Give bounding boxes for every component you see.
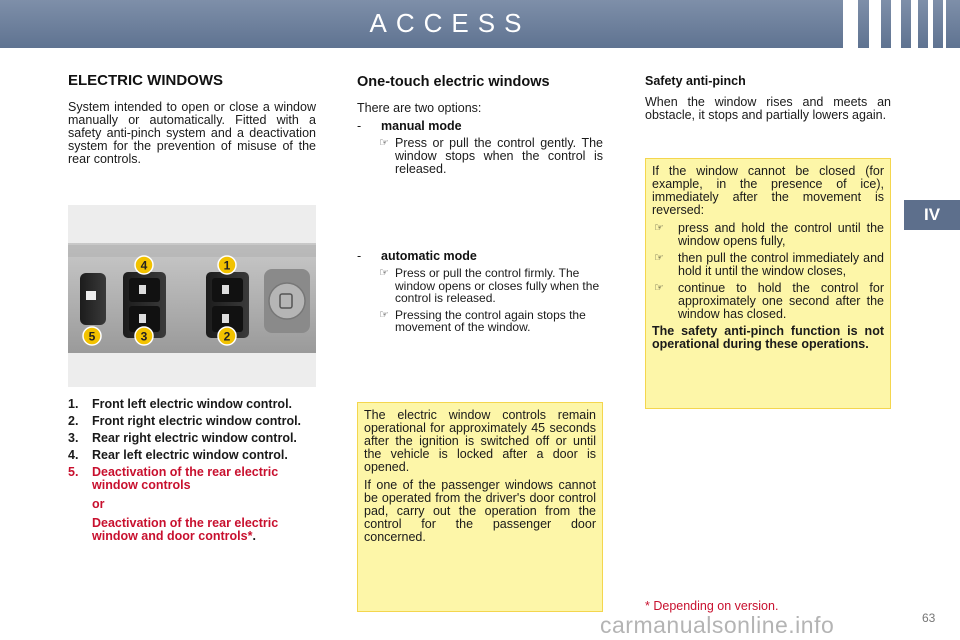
window-symbol-icon: [139, 314, 146, 323]
window-symbol-icon: [139, 285, 146, 294]
header-stripe: [911, 0, 918, 48]
note-paragraph: The electric window controls remain operational for approximately 45 seconds after the ignition is switched off or until the vehicle is locked after a door is opened.: [364, 408, 596, 474]
pointing-hand-icon: ☞: [654, 222, 664, 234]
pointing-hand-icon: ☞: [654, 252, 664, 264]
callout-1: [218, 256, 236, 274]
automatic-mode-heading: - automatic mode: [357, 249, 477, 263]
options-intro: There are two options:: [357, 101, 482, 115]
controls-note-box: [357, 402, 603, 612]
anti-pinch-note-box: [645, 158, 891, 409]
legend-item-deactivation: 5. Deactivation of the rear electric window controls or Deactivation of the rear electric window and door controls*.: [68, 465, 279, 543]
page-title: ACCESS: [369, 8, 531, 38]
header-stripe: [869, 0, 881, 48]
pointing-hand-icon: ☞: [379, 267, 389, 279]
section-heading: Safety anti-pinch: [645, 74, 746, 88]
left-column: [68, 72, 316, 166]
box-bullet: ☞ press and hold the control until the window opens fully,: [654, 221, 884, 248]
legend-item: 3. Rear right electric window control.: [68, 431, 297, 445]
box-bullet: ☞ continue to hold the control for approximately one second after the window has closed.: [654, 281, 884, 321]
note-paragraph: If one of the passenger windows cannot be operated from the driver's door control pad, carry out the operation from the control for the passenger door concerned.: [364, 478, 596, 544]
switch-panel-illustration: [68, 205, 316, 387]
box-warning: The safety anti-pinch function is not operational during these operations.: [652, 324, 884, 351]
header-stripe: [928, 0, 933, 48]
page-header: [0, 0, 960, 48]
middle-column: [357, 74, 603, 176]
pointing-hand-icon: ☞: [379, 308, 389, 321]
box-intro: If the window cannot be closed (for example, in the presence of ice), immediately after the movement is reversed:: [652, 164, 884, 217]
automatic-mode-bullet: ☞ Pressing the control again stops the movement of the window.: [379, 307, 586, 334]
svg-text:5: 5: [88, 329, 96, 344]
manual-mode-heading: - manual mode: [357, 119, 462, 133]
window-switch-figure: [68, 205, 316, 387]
right-column: [645, 74, 891, 122]
watermark: carmanualsonline.info: [600, 612, 835, 638]
pointing-hand-icon: ☞: [654, 282, 664, 294]
automatic-mode-bullet: ☞ Press or pull the control firmly. The window opens or closes fully when the control is released.: [379, 266, 600, 305]
callout-4: [135, 256, 153, 274]
callout-5: [83, 327, 101, 345]
intro-text: System intended to open or close a window manually or automatically. Fitted with a safety anti-pinch system and a deactivation system for the prevention of misuse of the rear controls.: [68, 100, 316, 166]
manual-mode-bullet: ☞ Press or pull the control gently. The window stops when the control is released.: [379, 136, 603, 176]
header-stripe: [891, 0, 901, 48]
figure-legend: [68, 398, 316, 547]
svg-text:1: 1: [223, 258, 231, 273]
svg-text:2: 2: [223, 329, 231, 344]
header-stripe: [943, 0, 946, 48]
callout-2: [218, 327, 236, 345]
section-heading: One-touch electric windows: [357, 74, 550, 90]
lock-symbol-icon: [86, 291, 96, 300]
chapter-tab[interactable]: IV: [904, 200, 960, 230]
header-stripe: [843, 0, 858, 48]
pointing-hand-icon: ☞: [379, 137, 389, 149]
callout-3: [135, 327, 153, 345]
legend-item: 4. Rear left electric window control.: [68, 448, 288, 462]
footnote: * Depending on version.: [645, 599, 779, 613]
page-number: 63: [922, 611, 936, 625]
automatic-mode-section: [357, 249, 603, 334]
section-heading: ELECTRIC WINDOWS: [68, 72, 223, 89]
svg-text:4: 4: [140, 258, 148, 273]
legend-item: 1. Front left electric window control.: [68, 397, 293, 411]
svg-text:3: 3: [140, 329, 148, 344]
anti-pinch-intro: When the window rises and meets an obstacle, it stops and partially lowers again.: [645, 95, 891, 122]
window-symbol-icon: [222, 314, 229, 323]
box-bullet: ☞ then pull the control immediately and hold it until the window closes,: [654, 251, 884, 278]
legend-item: 2. Front right electric window control.: [68, 414, 302, 428]
window-symbol-icon: [222, 285, 229, 294]
